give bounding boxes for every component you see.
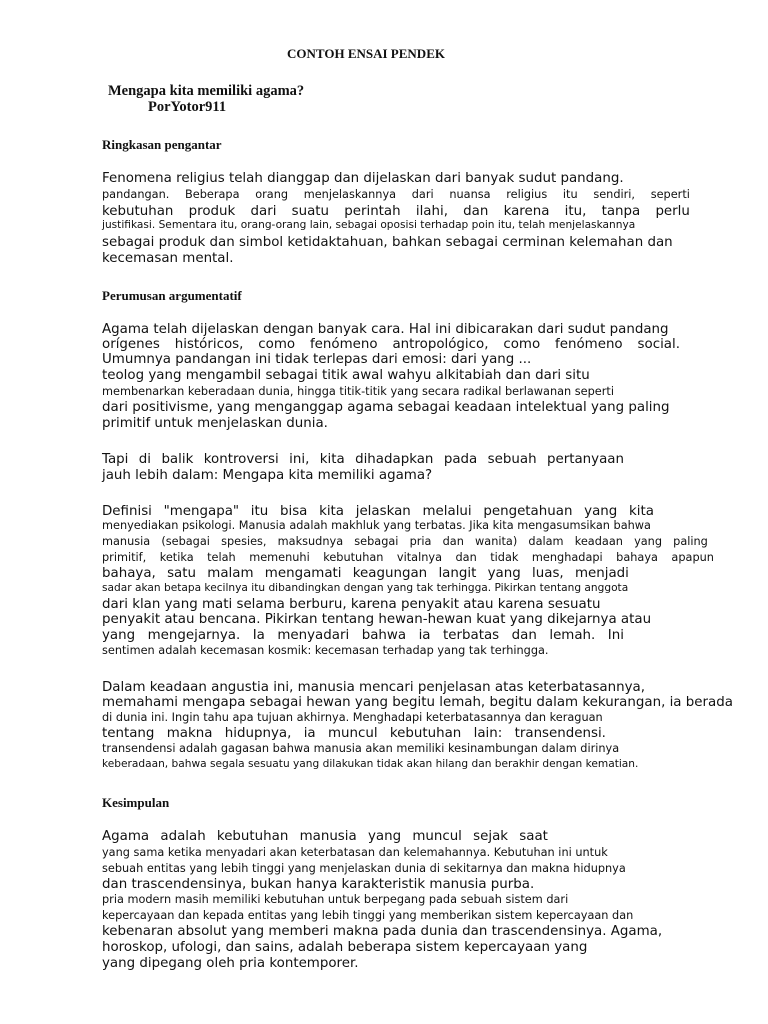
essay-question-title: Mengapa kita memiliki agama? (108, 83, 305, 99)
paragraph-line: Definisi "mengapa" itu bisa kita jelaskan melalui pengetahuan yang kita (102, 504, 654, 519)
paragraph-line: kepercayaan dan kepada entitas yang lebih tinggi yang memberikan sistem kepercayaan dan (102, 909, 634, 922)
paragraph-line: pandangan. Beberapa orang menjelaskannya dari nuansa religius itu sendiri, seperti (102, 188, 690, 201)
paragraph-line: primitif untuk menjelaskan dunia. (102, 416, 328, 431)
section-heading-conclusion: Kesimpulan (102, 795, 170, 810)
paragraph-line: tentang makna hidupnya, ia muncul kebutuhan lain: transendensi. (102, 726, 606, 741)
paragraph-line: orígenes históricos, como fenómeno antropológico, como fenómeno social. (102, 337, 680, 352)
section-heading-argument: Perumusan argumentatif (102, 288, 242, 303)
paragraph-line: manusia (sebagai spesies, maksudnya sebagai pria dan wanita) dalam keadaan yang paling (102, 535, 708, 548)
paragraph-line: justifikasi. Sementara itu, orang-orang lain, sebagai oposisi terhadap poin itu, telah menjelaskannya (102, 219, 636, 231)
paragraph-line: sebagai produk dan simbol ketidaktahuan, bahkan sebagai cerminan kelemahan dan (102, 235, 673, 250)
document-title: CONTOH ENSAI PENDEK (287, 46, 445, 61)
paragraph-line: Tapi di balik kontroversi ini, kita dihadapkan pada sebuah pertanyaan (102, 452, 624, 467)
paragraph-line: primitif, ketika telah memenuhi kebutuhan vitalnya dan tidak menghadapi bahaya apapun (102, 551, 714, 564)
paragraph-line: horoskop, ufologi, dan sains, adalah beberapa sistem kepercayaan yang (102, 940, 588, 955)
paragraph-line: jauh lebih dalam: Mengapa kita memiliki agama? (102, 468, 433, 483)
paragraph-line: memahami mengapa sebagai hewan yang begitu lemah, begitu dalam kekurangan, ia berada (102, 695, 733, 710)
paragraph-line: menyediakan psikologi. Manusia adalah makhluk yang terbatas. Jika kita mengasumsikan bahwa (102, 519, 651, 532)
paragraph-line: teolog yang mengambil sebagai titik awal wahyu alkitabiah dan dari situ (102, 368, 590, 383)
paragraph-line: dan trascendensinya, bukan hanya karakteristik manusia purba. (102, 877, 535, 892)
paragraph-line: yang dipegang oleh pria kontemporer. (102, 956, 359, 971)
paragraph-line: Fenomena religius telah dianggap dan dijelaskan dari banyak sudut pandang. (102, 171, 624, 186)
paragraph-line: membenarkan keberadaan dunia, hingga titik-titik yang secara radikal berlawanan seperti (102, 385, 614, 398)
paragraph-line: keberadaan, bahwa segala sesuatu yang dilakukan tidak akan hilang dan berakhir dengan kematian. (102, 758, 639, 770)
paragraph-line: sadar akan betapa kecilnya itu dibandingkan dengan yang tak terhingga. Pikirkan tentang anggota (102, 582, 629, 594)
paragraph-line: kebenaran absolut yang memberi makna pada dunia dan trascendensinya. Agama, (102, 924, 663, 939)
paragraph-line: dari klan yang mati selama berburu, karena penyakit atau karena sesuatu (102, 597, 601, 612)
paragraph-line: yang mengejarnya. Ia menyadari bahwa ia terbatas dan lemah. Ini (102, 628, 624, 643)
paragraph-line: dari positivisme, yang menganggap agama sebagai keadaan intelektual yang paling (102, 400, 670, 415)
paragraph-line: transendensi adalah gagasan bahwa manusia akan memiliki kesinambungan dalam dirinya (102, 742, 620, 755)
paragraph-line: Umumnya pandangan ini tidak terlepas dari emosi: dari yang ... (102, 352, 532, 367)
paragraph-line: bahaya, satu malam mengamati keagungan langit yang luas, menjadi (102, 566, 629, 581)
paragraph-line: yang sama ketika menyadari akan keterbatasan dan kelemahannya. Kebutuhan ini untuk (102, 846, 608, 859)
paragraph-line: Agama adalah kebutuhan manusia yang muncul sejak saat (102, 829, 548, 844)
paragraph-line: penyakit atau bencana. Pikirkan tentang hewan-hewan kuat yang dikejarnya atau (102, 612, 652, 627)
paragraph-line: di dunia ini. Ingin tahu apa tujuan akhirnya. Menghadapi keterbatasannya dan keraguan (102, 711, 603, 724)
paragraph-line: kecemasan mental. (102, 251, 234, 266)
paragraph-line: pria modern masih memiliki kebutuhan untuk berpegang pada sebuah sistem dari (102, 893, 569, 906)
paragraph-line: sentimen adalah kecemasan kosmik: kecemasan terhadap yang tak terhingga. (102, 644, 549, 657)
paragraph-line: sebuah entitas yang lebih tinggi yang menjelaskan dunia di sekitarnya dan makna hidupnya (102, 862, 626, 875)
paragraph-line: Agama telah dijelaskan dengan banyak cara. Hal ini dibicarakan dari sudut pandang (102, 322, 669, 337)
paragraph-line: Dalam keadaan angustia ini, manusia mencari penjelasan atas keterbatasannya, (102, 680, 645, 695)
paragraph-line: kebutuhan produk dari suatu perintah ilahi, dan karena itu, tanpa perlu (102, 204, 690, 219)
author-name: PorYotor911 (148, 99, 227, 115)
section-heading-intro: Ringkasan pengantar (102, 137, 222, 152)
